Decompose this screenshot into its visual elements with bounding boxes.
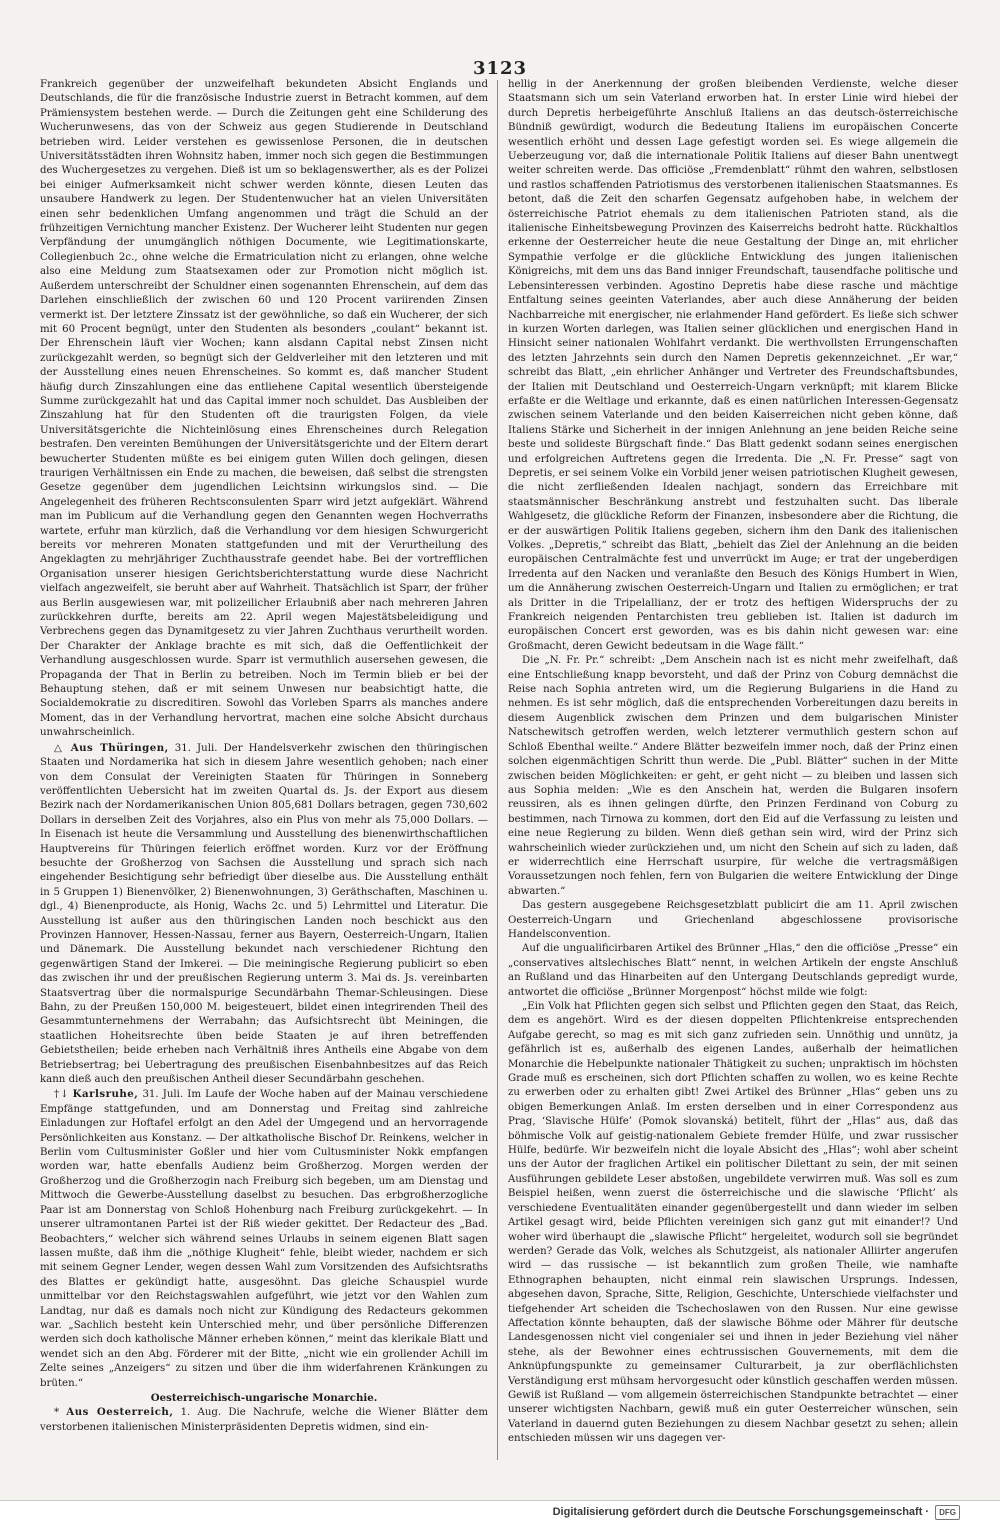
article-hlas-quote: „Ein Volk hat Pflichten gegen sich selbst und Pflichten gegen den Staat, das Reich, dem es angehört. Wird es der diesen doppelten Pflichtenkreise entsprechenden Aufgabe gerecht, so mag es mit sich ganz zufrieden sein. Unnöthig und unnütz, ja gefährlich ist es, außerhalb des eigenen Landes, außerhalb der heimatlichen Monarchie die Hebelpunkte nationaler Thätigkeit zu suchen; unpraktisch im höchsten Grade muß es erscheinen, sich dort Pflichten schaffen zu wollen, wo es keine Rechte zu erwerben oder zu erhalten gibt! Zwei Artikel des Brünner „Hlas“ geben uns zu obigen Bemerkungen Anlaß. Im ersten derselben und in einer Correspondenz aus Prag, ‘Slavische Hülfe’ (Pomok slovanská) betitelt, führt der „Hlas“ aus, daß das böhmische Volk auf geistig-nationalem Gebiete fremder Hülfe, und zwar russischer Hülfe, bedürfe. Wir bezweifeln nicht die loyale Absicht des „Hlas“; wohl aber scheint uns der Autor der fraglichen Artikel ein politischer Dilettant zu sein, der mit seinen Ausführungen gebildete Leser abstoßen, ungebildete verwirren muß. Was soll es zum Beispiel heißen, wenn zuerst die österreichische und die slawische ‘Pflicht’ als verschiedene Eventualitäten einander gegenübergestellt und dann wieder im selben Artikel gesagt wird, beide Pflichten vereinigen sich ganz gut mit einander!? Und woher wird überhaupt die „slawische Pflicht“ hergeleitet, wodurch soll sie begründet werden? Gerade das Volk, welches als Schutzgeist, als nationaler Alliirter angerufen wird — das russische — ist bekanntlich zum großen Theile, wie namhafte Ethnographen behaupten, nicht einmal rein slawischen Ursprungs. Indessen, abgesehen davon, Sprache, Sitte, Religion, Geschichte, Unterschiede vielfachster und tiefgehender Art scheiden die Tschechoslawen von den Russen. Nur eine gewisse Affectation könnte behaupten, daß der slawische Böhme oder Mährer für deutsche Landesgenossen nicht viel congenialer sei und ihnen in jeder Beziehung viel näher stehe, als der Bewohner eines echtrussischen Gouvernements, mit dem die Anknüpfungspunkte zu gemeinsamer Culturarbeit, ja zur oberflächlichsten Verständigung erst mühsam hervorgesucht oder künstlich geschaffen werden müssen. Gewiß ist Rußland — vom allgemein österreichischen Standpunkte betrachtet — einer unserer wichtigsten Nachbarn, gewiß muß ein guter Oesterreicher wünschen, sein Vaterland in dauernd guten Beziehungen zu diesem Nachbar gesetzt zu sehen; allein entschieden müssen wir uns dagegen ver- bbox=[508, 1001, 958, 1445]
column-divider bbox=[497, 80, 498, 1460]
dfg-logo-icon[interactable]: DFG bbox=[935, 1505, 960, 1520]
article-karlsruhe-text: 31. Juli. Im Laufe der Woche haben auf der Mainau verschiedene Empfänge stattgefunden, und am Donnerstag und Freitag sind zahlreiche Einladungen zur Hoftafel erfolgt an den Adel der Umgegend und an hervorragende Persönlichkeiten aus Konstanz. — Der altkatholische Bischof Dr. Reinkens, welcher in Berlin vom Cultusminister Goßler und hier vom Cultusminister Nokk empfangen worden war, hatte ebenfalls Audienz beim Großherzog. Morgen werden der Großherzog und die Großherzogin nach Freiburg sich begeben, um am Dienstag und Mittwoch die Gewerbe-Ausstellung daselbst zu besuchen. Das erbgroßherzogliche Paar ist am Donnerstag von Schloß Hohenburg nach Freiburg zurückgekehrt. — In unserer ultramontanen Partei ist der Riß wieder gekittet. Der Redacteur des „Bad. Beobachters,“ welcher sich während seines Urlaubs in seinem eigenen Blatt sagen lassen mußte, daß ihm die „nöthige Klugheit“ fehle, bleibt wieder, nachdem er sich mit seinem Gegner Lender, wegen dessen Wahl zum Vorsitzenden des Aufsichtsraths des Blattes er gekündigt hatte, ausgesöhnt. Das gleiche Schauspiel wurde unmittelbar vor den Reichstagswahlen aufgeführt, wie jetzt vor den Wahlen zum Landtag, nur daß es damals noch nicht zur Kündigung des Redacteurs gekommen war. „Sachlich besteht kein Unterschied mehr, und über persönliche Differenzen werden sich doch katholische Männer erheben können,“ meint das klerikale Blatt und wendet sich an den Abg. Förderer mit der Bitte, „nicht wie ein grollender Achill im Zelte seines „Anzeigers“ zu sitzen und über die ihm widerfahrenen Kränkungen zu brüten.“ bbox=[40, 1089, 488, 1389]
article-coburg: Die „N. Fr. Pr.“ schreibt: „Dem Anschein nach ist es nicht mehr zweifelhaft, daß eine Entschließung knapp bevorsteht, und daß der Prinz von Coburg demnächst die Reise nach Sophia antreten wird, um die Regierung Bulgariens in die Hand zu nehmen. Es ist sehr möglich, daß die entsprechenden Vorbereitungen dazu bereits in diesem Augenblick zwischen dem Prinzen und dem bulgarischen Minister Natschewitsch getroffen werden, welch letzterer vermuthlich gestern schon auf Schloß Ebenthal weilte.“ Andere Blätter bezweifeln immer noch, daß der Prinz einen solchen eigenmächtigen Schritt thun werde. Die „Publ. Blätter“ suchen in der Mitte zwischen beiden Möglichkeiten: er geht, er geht nicht — zu bleiben und lassen sich aus Sophia melden: „Wie es den Anschein hat, werden die Bulgaren insofern reussiren, als es ihnen gelingen dürfte, den Prinzen Ferdinand von Coburg zu bestimmen, nach Tirnowa zu kommen, dort den Eid auf die Verfassung zu leisten und eine neue Regierung zu bilden. Wenn dieß gethan sein wird, wird der Prinz sich wahrscheinlich wieder zurückziehen und, um nicht den Schein auf sich zu laden, daß er widerrechtlich eine Herrschaft usurpire, für welche die vertragsmäßigen Voraussetzungen noch fehlen, fern von Bulgarien die weitere Entwicklung der Dinge abwarten.“ bbox=[508, 655, 958, 897]
article-karlsruhe bbox=[40, 1087, 488, 1391]
footer bbox=[553, 1504, 960, 1520]
footer-divider bbox=[0, 1500, 1000, 1501]
article-marker: △ bbox=[54, 742, 65, 754]
dateline-thueringen: Aus Thüringen, bbox=[70, 741, 169, 754]
dateline-karlsruhe: Karlsruhe, bbox=[72, 1088, 139, 1101]
article-hlas-intro: Auf die ungualificirbaren Artikel des Brünner „Hlas,“ den die officiöse „Presse“ ein „conservatives altslechisches Blatt“ nennt, in welchen Artikeln der engste Anschluß an Rußland und das Hinarbeiten auf den Untergang Deutschlands gepredigt wurde, antwortet die officiöse „Brünner Morgenpost“ höchst milde wie folgt: bbox=[508, 943, 958, 998]
section-heading: Oesterreichisch-ungarische Monarchie. bbox=[150, 1391, 378, 1404]
article-marker: * bbox=[54, 1407, 60, 1419]
article-oesterreich bbox=[40, 1405, 488, 1435]
page-number: 3123 bbox=[472, 58, 528, 79]
right-column bbox=[508, 78, 958, 1463]
dateline-oesterreich: Aus Oesterreich, bbox=[66, 1406, 174, 1419]
article-wucher: Frankreich gegenüber der unzweifelhaft bekundeten Absicht Englands und Deutschlands, die für die französische Industrie zuerst in Betracht kommen, auf dem Prämiensystem bestehen werde. — Durch die Zeitungen geht eine Schilderung des Wucherunwesens, das von der Schweiz aus gegen Studierende in Deutschland betrieben wird. Leider verstehen es gewissenlose Personen, die in deutschen Universitätsstädten ihren Wohnsitz haben, immer noch sich gegen die Bestimmungen des Wuchergesetzes zu vergehen. Dieß ist um so beklagenswerther, als es der Polizei bei einiger Aufmerksamkeit nicht schwer werden könnte, diesen Leuten das unsaubere Handwerk zu legen. Der Studentenwucher hat an vielen Universitäten einen sehr bedenklichen Umfang angenommen und trägt die Schuld an der frühzeitigen Vernichtung mancher Existenz. Der Wucherer leiht Studenten nur gegen Verpfändung der unumgänglich nöthigen Documente, wie Legitimationskarte, Collegienbuch 2c., ohne welche die Ermatriculation nicht zu erlangen, ohne welche also eine Meldung zum Staatsexamen oder zur Promotion nicht möglich ist. Außerdem unterschreibt der Schuldner einen sogenannten Ehrenschein, auf dem das Darlehen einschließlich der zwischen 60 und 120 Procent variirenden Zinsen vermerkt ist. Der letztere Zinssatz ist der gewöhnliche, so daß ein Wucherer, der sich mit 60 Procent begnügt, unter den Studenten als besonders „coulant“ bekannt ist. Der Ehrenschein läuft vier Wochen; kann alsdann Capital nebst Zinsen nicht zurückgezahlt werden, so begnügt sich der Geldverleiher mit den letzteren und mit der Ausstellung eines neuen Ehrenscheines. So kommt es, daß mancher Student häufig durch Zinszahlungen eine das entliehene Capital wesentlich übersteigende Summe zurückgezahlt hat und das Capital immer noch schuldet. Das Ausbleiben der Zinszahlung hat für den Studenten oft die traurigsten Folgen, da viele Universitätsgerichte die Nichteinlösung eines Ehrenscheines durch Relegation bestrafen. Den vereinten Bemühungen der Universitätsgerichte und der Eltern derart bewucherter Studenten müßte es bei einigem guten Willen doch gelingen, diesen traurigen Verhältnissen ein Ende zu machen, die beweisen, daß selbst die strengsten Gesetze gegenüber dem jugendlichen Leichtsinn wirkungslos sind. — Die Angelegenheit des früheren Rechtsconsulenten Sparr wird jetzt aufgeklärt. Während man im Publicum auf die Verhandlung gegen den Genannten wegen Hochverraths wartete, erfuhr man kürzlich, daß die Verhandlung vor dem hiesigen Schwurgericht bereits vor mehreren Monaten stattgefunden und mit der Verurtheilung des Angeklagten zu mehrjähriger Zuchthausstrafe geendet habe. Bei der vortrefflichen Organisation unserer hiesigen Gerichtsberichterstattung wurde diese Nachricht vielfach angezweifelt, sie beruht aber auf Wahrheit. Thatsächlich ist Sparr, der früher aus Berlin ausgewiesen war, mit polizeilicher Erlaubniß aber nach mehreren Jahren zurückkehren durfte, bereits am 22. April wegen Majestätsbeleidigung und Verbrechens gegen das Dynamitgesetz zu vier Jahren Zuchthaus verurtheilt worden. Der Charakter der Anklage brachte es mit sich, daß die Oeffentlichkeit der Verhandlung ausgeschlossen wurde. Sparr ist vermuthlich ausersehen gewesen, die Propaganda der That in Berlin zu betreiben. Noch im Termin blieb er bei der Behauptung stehen, daß er mit seinem Unwesen nur beabsichtigt hatte, die Socialdemokratie zu discreditiren. Sowohl das Vorleben Sparrs als manches andere Moment, das in der Verhandlung hervortrat, machen eine solche Absicht durchaus unwahrscheinlich. bbox=[40, 79, 488, 739]
left-column bbox=[40, 78, 488, 1463]
article-marker: †↓ bbox=[54, 1089, 69, 1101]
footer-credit: Digitalisierung gefördert durch die Deutsche Forschungsgemeinschaft · bbox=[552, 1506, 930, 1518]
article-handelsconvention: Das gestern ausgegebene Reichsgesetzblatt publicirt die am 11. April zwischen Oesterreich-Ungarn und Griechenland abgeschlossene provisorische Handelsconvention. bbox=[508, 900, 958, 940]
article-depretis: hellig in der Anerkennung der großen bleibenden Verdienste, welche dieser Staatsmann sich um sein Vaterland erworben hat. In erster Linie wird hiebei der durch Depretis herbeigeführte Anschluß Italiens an das deutsch-österreichische Bündniß gewürdigt, wodurch die Bedeutung Italiens im europäischen Concerte wesentlich erhöht und dessen Lage gefestigt worden sei. Es wiege allgemein die Ueberzeugung vor, daß die internationale Politik Italiens auf dieser Bahn unentwegt weiter schreiten werde. Das officiöse „Fremdenblatt“ rühmt den wahren, selbstlosen und rastlos schaffenden Patriotismus des verstorbenen italienischen Staatsmannes. Es betont, daß die Zeit den scharfen Gegensatz aufgehoben habe, in welchem der österreichische Patriot ehemals zu dem italienischen Patrioten stand, als die italienische Einheitsbewegung Provinzen des Kaiserreichs bedroht hatte. Rückhaltlos erkenne der Oesterreicher heute die neue Gestaltung der Dinge an, mit ehrlicher Sympathie verfolge er die glückliche Entwicklung des jungen italienischen Königreichs, mit dem uns das Band inniger Freundschaft, tausendfache politische und Lebensinteressen verbinden. Agostino Depretis habe diese rasche und mächtige Entfaltung seines geeinten Vaterlandes, aber auch diese Annäherung der beiden Nachbarreiche mit energischer, nie erlahmender Hand gefördert. Es ließe sich schwer in kurzen Worten darlegen, was Italien seiner glücklichen und energischen Hand in Hinsicht seiner nationalen Wohlfahrt verdankt. Die werthvollsten Errungenschaften des letzten Jahrzehnts sein durch den Namen Depretis gekennzeichnet. „Er war,“ schreibt das Blatt, „ein ehrlicher Anhänger und Vertreter des Freundschaftsbundes, der Italien mit Deutschland und Oesterreich-Ungarn verknüpft; mit klarem Blicke erfaßte er die Weltlage und erkannte, daß es einen natürlichen Interessen-Gegensatz zwischen seinem Vaterlande und den beiden Kaiserreichen nicht geben könne, daß Italiens Stärke und Sicherheit in der innigen Anlehnung an jene beiden Reiche seine beste und solideste Bürgschaft finde.“ Das Blatt gedenkt sodann seines energischen und erfolgreichen Auftretens gegen die Irredenta. Die „N. Fr. Presse“ sagt von Depretis, er sei seinem Volke ein Vorbild jener weisen patriotischen Klugheit gewesen, die nicht zerfließenden Idealen nachjagt, sondern das Erreichbare mit staatsmännischer Beschränkung anstrebt und festzuhalten sucht. Das liberale Wahlgesetz, die glückliche Reform der Finanzen, insbesondere aber die Richtung, die er der auswärtigen Politik Italiens gegeben, sichern ihm den Dank des italienischen Volkes. „Depretis,“ schreibt das Blatt, „behielt das Ziel der Anlehnung an die beiden europäischen Centralmächte fest und unverrückt im Auge; er trat der ungeberdigen Irredenta auf den Nacken und veranlaßte den Besuch des Königs Humbert in Wien, um die Annäherung zwischen Oesterreich-Ungarn und Italien zu ermöglichen; er trat als Dritter in die Tripelallianz, der er trotz des heftigen Widerspruchs der zu Frankreich neigenden Pentarchisten treu geblieben ist. Italien ist dadurch im europäischen Concert erst geworden, was es bis dahin nicht gewesen war: eine Großmacht, deren Gewicht bedeutsam in die Wage fällt.“ bbox=[508, 79, 958, 652]
article-thueringen-text: 31. Juli. Der Handelsverkehr zwischen den thüringischen Staaten und Nordamerika hat sich in diesem Jahre wesentlich gehoben; nach einer von dem Consulat der Vereinigten Staaten für Thüringen in Sonneberg veröffentlichten Uebersicht hat im zweiten Quartal ds. Js. der Export aus diesem Bezirk nach der Nordamerikanischen Union 805,681 Dollars betragen, gegen 730,602 Dollars in derselben Zeit des Vorjahres, also ein Plus von mehr als 75,000 Dollars. — In Eisenach ist heute die Versammlung und Ausstellung des bienenwirthschaftlichen Hauptvereins für Thüringen feierlich eröffnet worden. Kurz vor der Eröffnung besuchte der Großherzog von Sachsen die Ausstellung und sprach sich nach eingehender Besichtigung sehr befriedigt über dieselbe aus. Die Ausstellung enthält in 5 Gruppen 1) Bienenvölker, 2) Bienenwohnungen, 3) Geräthschaften, Maschinen u. dgl., 4) Bienenproducte, als Honig, Wachs 2c. und 5) Lehrmittel und Literatur. Die Ausstellung ist außer aus den thüringischen Landen noch beschickt aus den Provinzen Hannover, Hessen-Nassau, ferner aus Bayern, Oesterreich-Ungarn, Italien und Dänemark. Die Ausstellung bekundet nach verschiedener Richtung den gegenwärtigen Stand der Imkerei. — Die meiningische Regierung publicirt so eben das zwischen ihr und der preußischen Regierung unterm 3. Mai ds. Js. vereinbarten Staatsvertrag über die normalspurige Secundärbahn Themar-Schleusingen. Diese Bahn, zu der Preußen 150,000 M. beigesteuert, bildet einen integrirenden Theil des Gesammtunternehmens der Werrabahn; das Aufsichtsrecht übt Meiningen, die staatlichen Hoheitsrechte üben beide Staaten je auf ihren betreffenden Gebietstheilen; beide erheben nach Verhältniß ihres Antheils eine Abgabe von dem Betriebsertrag; bei Uebertragung des preußischen Eisenbahnbesitzes auf das Reich kann dieß auch den preußischen Antheil dieser Secundärbahn geschehen. bbox=[40, 742, 488, 1086]
article-oesterreich-text: 1. Aug. Die Nachrufe, welche die Wiener Blätter dem verstorbenen italienischen Ministerpräsidenten Depretis widmen, sind ein- bbox=[40, 1407, 488, 1433]
article-thueringen bbox=[40, 741, 488, 1088]
